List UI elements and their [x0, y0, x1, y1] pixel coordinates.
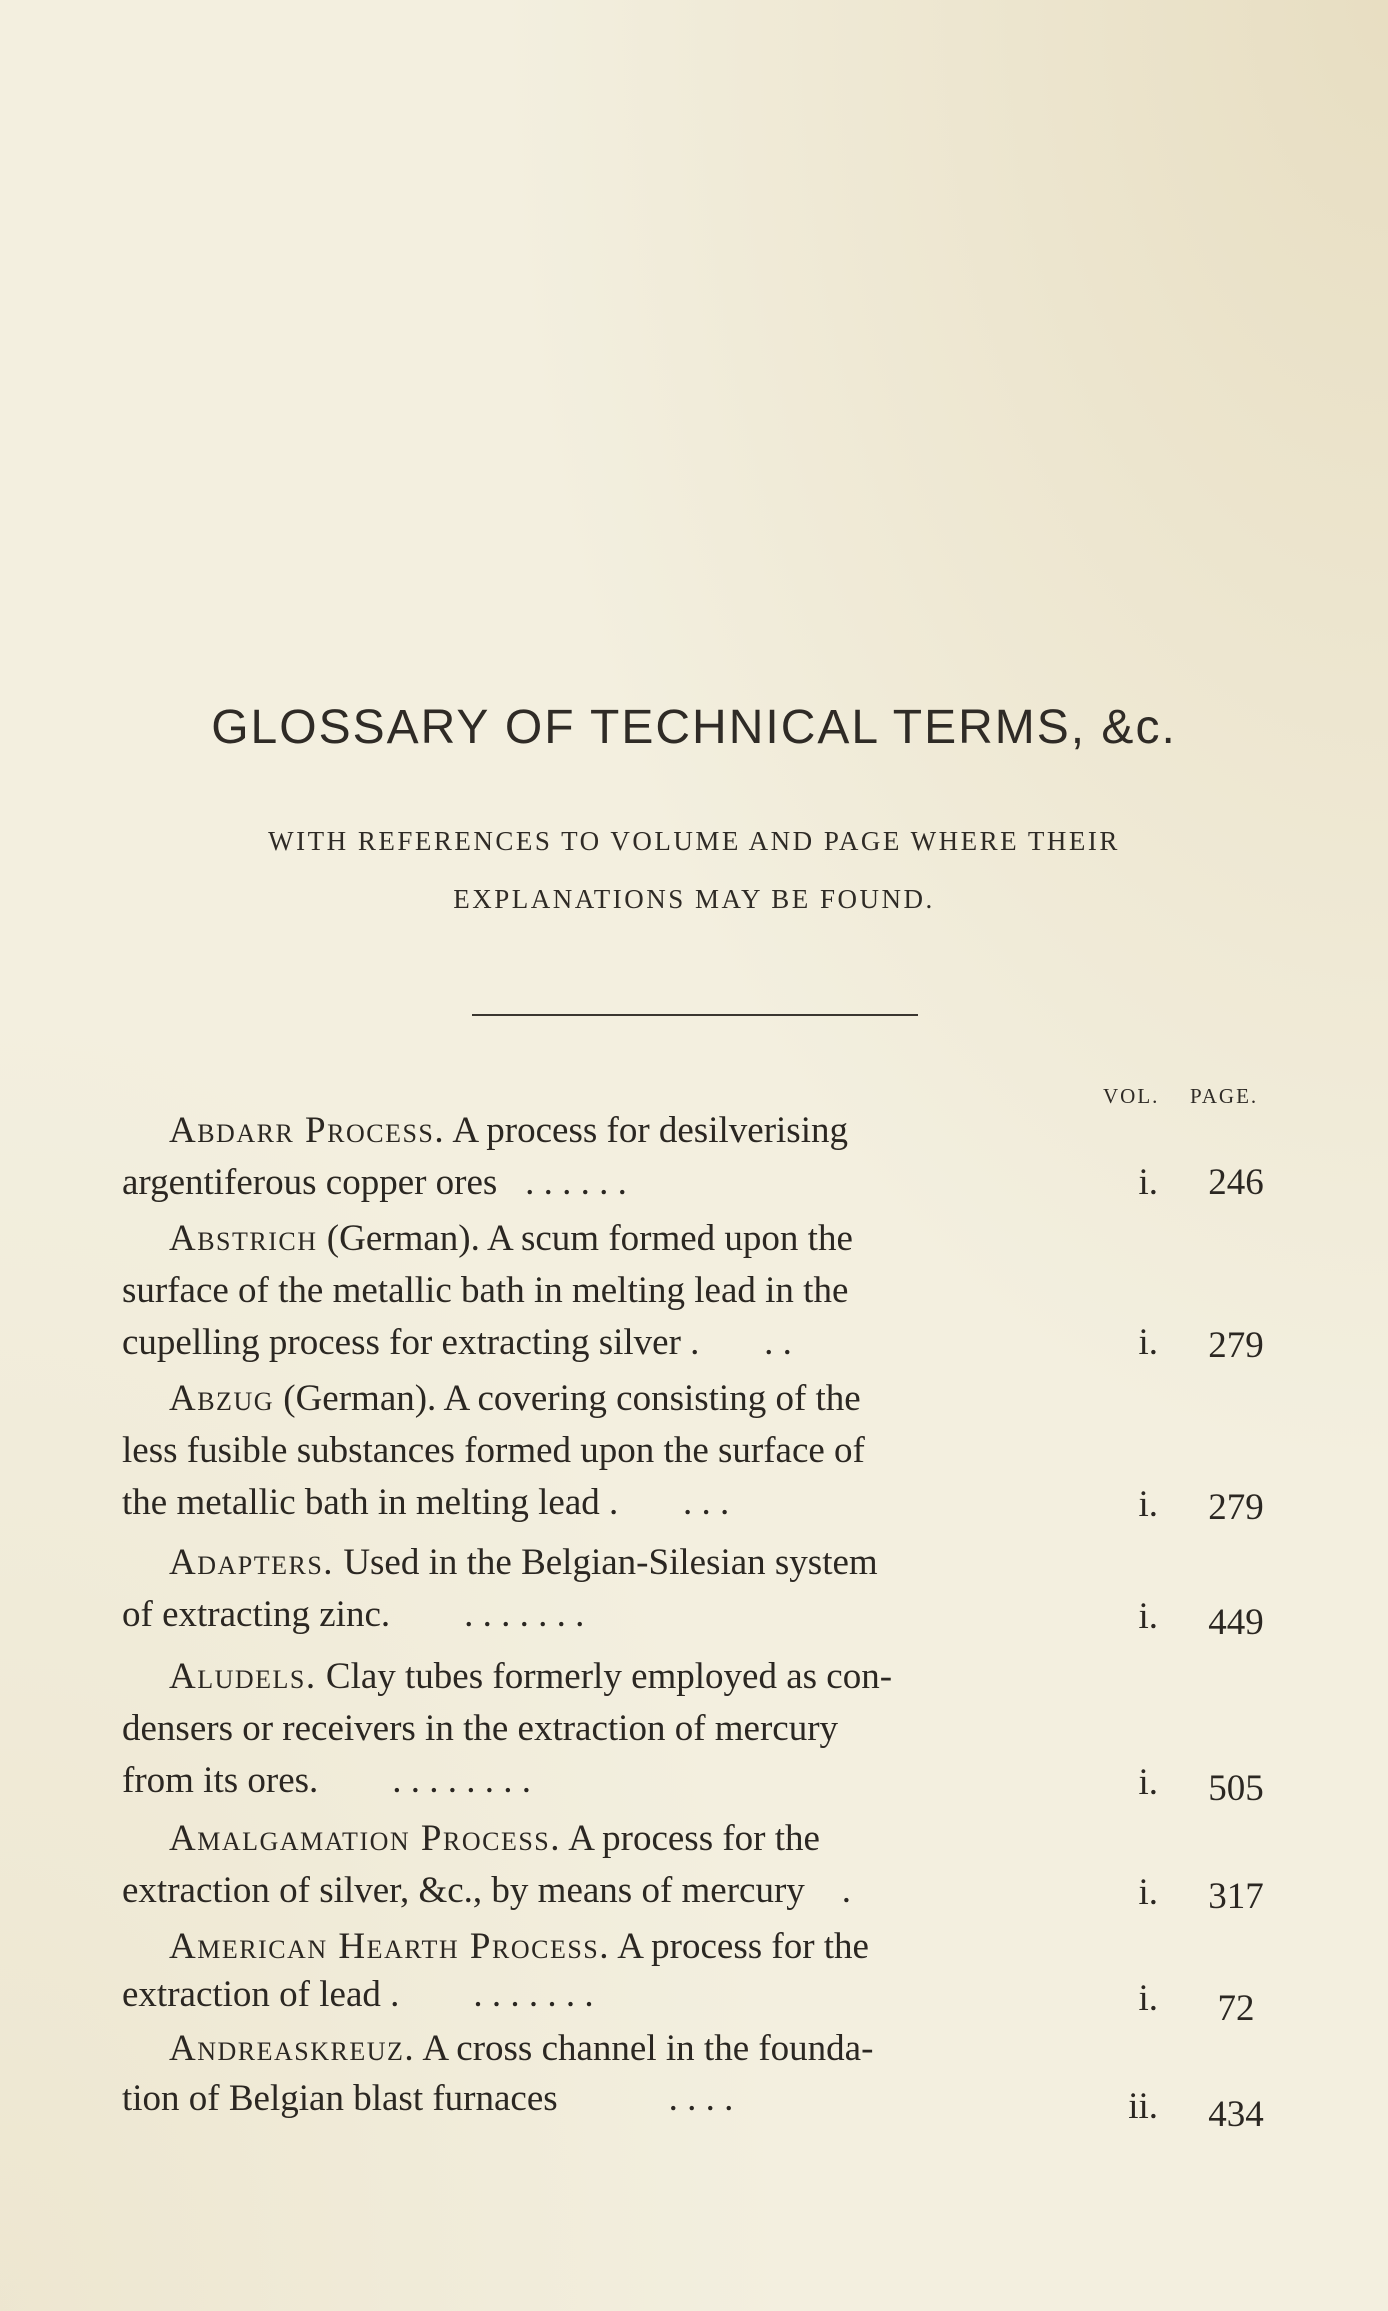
entry-text: densers or receivers in the extraction of mercury [122, 1708, 839, 1749]
entry-text: A cross channel in the founda- [415, 2028, 874, 2069]
entry-abstrich-line-2 [122, 1265, 848, 1317]
subtitle-line-1: WITH REFERENCES TO VOLUME AND PAGE WHERE THEIR [268, 826, 1120, 856]
entry-term: Abstrich [169, 1218, 318, 1259]
divider-rule [472, 1014, 918, 1016]
entry-page: 246 [1208, 1162, 1264, 1203]
entry-term: Abdarr Process. [169, 1110, 446, 1151]
entry-adapters-line-1 [169, 1537, 878, 1589]
entry-page: 279 [1208, 1487, 1264, 1528]
entry-abstrich-line-3 [122, 1317, 792, 1369]
column-header-vol: VOL. [1103, 1084, 1160, 1108]
entry-american-hearth-line-2 [122, 1969, 594, 2021]
entry-american-hearth-line-1 [169, 1921, 869, 1973]
entry-text: A process for desilverising [445, 1110, 848, 1151]
entry-text: Clay tubes formerly employed as con- [316, 1656, 893, 1697]
entry-text: less fusible substances formed upon the surface of [122, 1430, 865, 1471]
entry-term: Andreaskreuz. [169, 2028, 416, 2069]
page-title: GLOSSARY OF TECHNICAL TERMS, &c. [211, 701, 1177, 754]
entry-text: (German). A covering consisting of the [274, 1378, 861, 1419]
entry-abzug-line-2 [122, 1425, 865, 1477]
entry-page: 279 [1208, 1325, 1264, 1366]
dot-leader: . [841, 1870, 852, 1911]
entry-text: of extracting zinc. [122, 1594, 391, 1635]
entry-vol: i. [1138, 1978, 1158, 2019]
dot-leader: . . . . . . . . [392, 1760, 532, 1801]
entry-vol: i. [1138, 1596, 1158, 1637]
subtitle-line-2: EXPLANATIONS MAY BE FOUND. [453, 884, 935, 914]
entry-adapters-line-2 [122, 1589, 584, 1641]
entry-text: surface of the metallic bath in melting lead in the [122, 1270, 849, 1311]
entry-text: argentiferous copper ores [122, 1162, 498, 1203]
entry-text: tion of Belgian blast furnaces [122, 2078, 558, 2119]
entry-abzug-line-1 [169, 1373, 861, 1425]
entry-abdarr-line-1 [169, 1105, 848, 1157]
entry-vol: i. [1138, 1162, 1158, 1203]
entry-text: Used in the Belgian-Silesian system [334, 1542, 878, 1583]
entry-amalgamation-line-1 [169, 1813, 820, 1865]
entry-term: Amalgamation Process. [169, 1818, 561, 1859]
entry-text: from its ores. [122, 1760, 319, 1801]
entry-text: A process for the [610, 1926, 869, 1967]
entry-andreaskreuz-line-2 [122, 2073, 733, 2125]
dot-leader: . . [764, 1322, 792, 1363]
entry-term: Abzug [169, 1378, 274, 1419]
dot-leader: . . . [683, 1482, 730, 1523]
column-header-page: PAGE. [1190, 1084, 1259, 1108]
entry-vol: i. [1138, 1762, 1158, 1803]
entry-aludels-line-3 [122, 1755, 531, 1807]
entry-text: (German). A scum formed upon the [317, 1218, 853, 1259]
entry-page: 434 [1208, 2094, 1264, 2135]
entry-aludels-line-2 [122, 1703, 838, 1755]
entry-vol: ii. [1128, 2086, 1158, 2127]
entry-text: the metallic bath in melting lead . [122, 1482, 619, 1523]
entry-text: extraction of silver, &c., by means of mercury [122, 1870, 805, 1911]
entry-term: Aludels. [169, 1656, 317, 1697]
entry-andreaskreuz-line-1 [169, 2023, 873, 2075]
entry-text: cupelling process for extracting silver . [122, 1322, 700, 1363]
entry-aludels-line-1 [169, 1651, 892, 1703]
entry-abdarr-line-2 [122, 1157, 627, 1209]
dot-leader: . . . . [668, 2078, 734, 2119]
entry-vol: i. [1138, 1872, 1158, 1913]
entry-page: 317 [1208, 1876, 1264, 1917]
entry-amalgamation-line-2 [122, 1865, 851, 1917]
entry-term: Adapters. [169, 1542, 335, 1583]
entry-text: A process for the [561, 1818, 820, 1859]
entry-text: extraction of lead . [122, 1974, 400, 2015]
entry-page: 449 [1208, 1602, 1264, 1643]
dot-leader: . . . . . . . [464, 1594, 585, 1635]
entry-vol: i. [1138, 1484, 1158, 1525]
entry-page: 505 [1208, 1768, 1264, 1809]
dot-leader: . . . . . . [525, 1162, 627, 1203]
entry-abstrich-line-1 [169, 1213, 853, 1265]
dot-leader: . . . . . . . [473, 1974, 594, 2015]
entry-page: 72 [1217, 1988, 1255, 2029]
entry-vol: i. [1138, 1322, 1158, 1363]
entry-abzug-line-3 [122, 1477, 729, 1529]
entry-term: American Hearth Process. [169, 1926, 611, 1967]
